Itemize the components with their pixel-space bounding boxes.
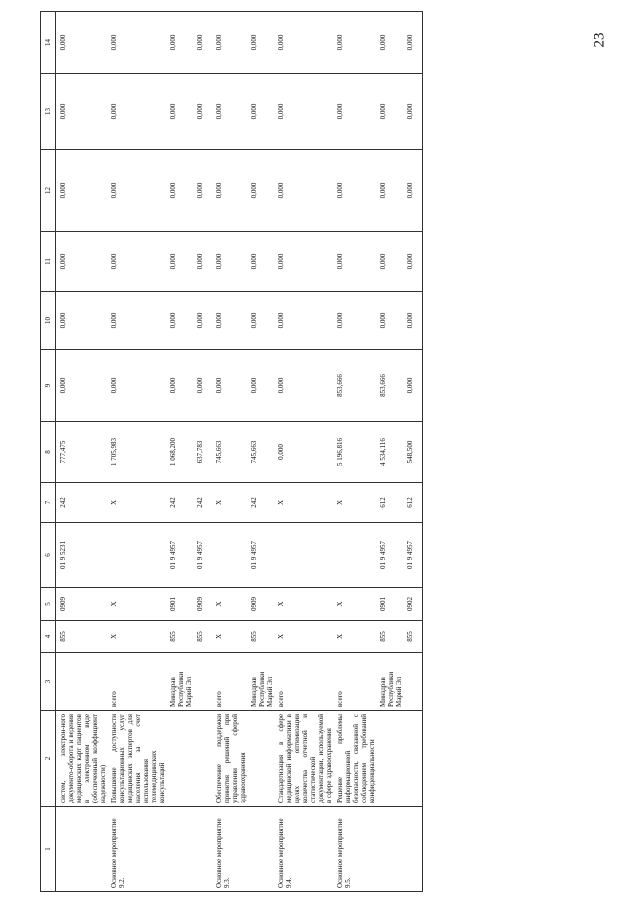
section-code-cell: 0901	[166, 588, 193, 621]
amount-cell: 0,000	[274, 74, 333, 150]
amount-cell: 0,000	[193, 292, 212, 350]
amount-cell: 0,000	[166, 292, 193, 350]
amount-cell: 0,000	[212, 232, 247, 292]
column-header: 5	[41, 588, 56, 621]
column-header: 3	[41, 653, 56, 711]
expense-type-cell: X	[212, 483, 247, 523]
amount-cell: 853,666	[376, 350, 403, 422]
column-header: 14	[41, 12, 56, 74]
executor-cell	[193, 653, 212, 711]
amount-cell: 0,000	[212, 292, 247, 350]
activity-label-cell	[403, 807, 423, 892]
target-article-cell	[333, 523, 376, 588]
column-header: 9	[41, 350, 56, 422]
section-code-cell: 0909	[56, 588, 108, 621]
amount-cell: 0,000	[247, 74, 274, 150]
budget-table	[40, 11, 423, 892]
amount-cell: 0,000	[403, 74, 423, 150]
amount-cell: 0,000	[274, 12, 333, 74]
table-row	[274, 12, 333, 892]
amount-cell: 0,000	[212, 12, 247, 74]
activity-label-cell: Основное мероприятие 9.2.	[107, 807, 166, 892]
grbs-code-cell: X	[333, 621, 376, 653]
amount-cell: 0,000	[403, 232, 423, 292]
amount-cell: 1 068,200	[166, 422, 193, 483]
grbs-code-cell: X	[212, 621, 247, 653]
section-code-cell: 0909	[193, 588, 212, 621]
activity-description-cell	[403, 711, 423, 807]
activity-description-cell	[376, 711, 403, 807]
amount-cell: 4 534,116	[376, 422, 403, 483]
amount-cell: 0,000	[107, 150, 166, 232]
target-article-cell: 01 9 4957	[193, 523, 212, 588]
grbs-code-cell: 855	[403, 621, 423, 653]
amount-cell: 0,000	[247, 350, 274, 422]
activity-label-cell	[56, 807, 108, 892]
amount-cell: 0,000	[403, 350, 423, 422]
amount-cell: 0,000	[247, 232, 274, 292]
column-header: 4	[41, 621, 56, 653]
column-header: 1	[41, 807, 56, 892]
activity-label-cell	[376, 807, 403, 892]
activity-description-cell: систем, электрон-ного документо-оборота и ведения медицинских карт пациентов в электронном виде (обеспеченный коэффициент надежности)	[56, 711, 108, 807]
column-header: 10	[41, 292, 56, 350]
amount-cell: 0,000	[56, 292, 108, 350]
amount-cell: 0,000	[212, 74, 247, 150]
expense-type-cell: 242	[56, 483, 108, 523]
activity-label-cell: Основное мероприятие 9.3.	[212, 807, 247, 892]
amount-cell: 0,000	[166, 12, 193, 74]
table-row	[376, 12, 403, 892]
table-row	[56, 12, 108, 892]
column-header: 13	[41, 74, 56, 150]
expense-type-cell: X	[274, 483, 333, 523]
expense-type-cell: 612	[376, 483, 403, 523]
amount-cell: 637,783	[193, 422, 212, 483]
amount-cell: 0,000	[247, 150, 274, 232]
activity-description-cell: Стандартизация в сфере медицинской информатики в целях оптимизации количества отчетной и статистической документации, используемой в сфере здравоохранения	[274, 711, 333, 807]
grbs-code-cell: 855	[166, 621, 193, 653]
section-code-cell: X	[212, 588, 247, 621]
amount-cell: 0,000	[403, 150, 423, 232]
section-code-cell: 0902	[403, 588, 423, 621]
amount-cell: 0,000	[56, 74, 108, 150]
grbs-code-cell: 855	[376, 621, 403, 653]
activity-description-cell	[247, 711, 274, 807]
amount-cell: 0,000	[376, 150, 403, 232]
expense-type-cell: 612	[403, 483, 423, 523]
amount-cell: 0,000	[193, 150, 212, 232]
executor-cell: Минздрав Республики Марий Эл	[166, 653, 193, 711]
target-article-cell: 01 9 4957	[166, 523, 193, 588]
amount-cell: 0,000	[166, 350, 193, 422]
executor-cell: всего	[107, 653, 166, 711]
column-number-header-row	[41, 12, 56, 892]
amount-cell: 0,000	[333, 232, 376, 292]
amount-cell: 5 196,816	[333, 422, 376, 483]
amount-cell: 0,000	[274, 150, 333, 232]
amount-cell: 0,000	[333, 292, 376, 350]
executor-cell: всего	[274, 653, 333, 711]
amount-cell: 0,000	[274, 422, 333, 483]
amount-cell: 0,000	[274, 232, 333, 292]
table-row	[166, 12, 193, 892]
amount-cell: 0,000	[212, 150, 247, 232]
table-row	[193, 12, 212, 892]
table-row	[333, 12, 376, 892]
amount-cell: 0,000	[333, 150, 376, 232]
target-article-cell: 01 9 4957	[247, 523, 274, 588]
table-row	[403, 12, 423, 892]
amount-cell: 0,000	[274, 350, 333, 422]
grbs-code-cell: 855	[193, 621, 212, 653]
activity-description-cell	[166, 711, 193, 807]
column-header: 11	[41, 232, 56, 292]
activity-description-cell: Решение проблемы информационной безопасности, связанной с соблюдением требований конфиденциальности	[333, 711, 376, 807]
target-article-cell	[107, 523, 166, 588]
expense-type-cell: 242	[247, 483, 274, 523]
expense-type-cell: 242	[166, 483, 193, 523]
column-header: 2	[41, 711, 56, 807]
amount-cell: 0,000	[403, 12, 423, 74]
activity-description-cell: Обеспечение поддержки принятия решений при управлении сферой здравоохранения	[212, 711, 247, 807]
activity-description-cell: Повышение доступности консультационных услуг медицинских экспертов для населения за счет использования телемедицинских консультаций	[107, 711, 166, 807]
executor-cell	[56, 653, 108, 711]
amount-cell: 0,000	[107, 12, 166, 74]
amount-cell: 0,000	[247, 292, 274, 350]
amount-cell: 0,000	[107, 292, 166, 350]
amount-cell: 745,663	[247, 422, 274, 483]
amount-cell: 1 705,983	[107, 422, 166, 483]
expense-type-cell: X	[333, 483, 376, 523]
target-article-cell	[212, 523, 247, 588]
amount-cell: 0,000	[56, 350, 108, 422]
expense-type-cell: 242	[193, 483, 212, 523]
amount-cell: 0,000	[212, 350, 247, 422]
amount-cell: 0,000	[166, 74, 193, 150]
grbs-code-cell: 855	[247, 621, 274, 653]
amount-cell: 548,500	[403, 422, 423, 483]
section-code-cell: 0909	[247, 588, 274, 621]
amount-cell: 0,000	[376, 74, 403, 150]
amount-cell: 0,000	[193, 232, 212, 292]
amount-cell: 0,000	[166, 150, 193, 232]
amount-cell: 0,000	[56, 12, 108, 74]
rotated-table-container	[40, 12, 586, 892]
section-code-cell: X	[333, 588, 376, 621]
amount-cell: 0,000	[376, 292, 403, 350]
activity-label-cell: Основное мероприятие 9.5.	[333, 807, 376, 892]
executor-cell: всего	[212, 653, 247, 711]
amount-cell: 0,000	[107, 350, 166, 422]
executor-cell: Минздрав Республики Марий Эл	[376, 653, 403, 711]
section-code-cell: 0901	[376, 588, 403, 621]
target-article-cell: 01 9 5231	[56, 523, 108, 588]
amount-cell: 0,000	[193, 12, 212, 74]
amount-cell: 0,000	[193, 74, 212, 150]
amount-cell: 0,000	[56, 150, 108, 232]
amount-cell: 0,000	[166, 232, 193, 292]
amount-cell: 0,000	[247, 12, 274, 74]
target-article-cell	[274, 523, 333, 588]
column-header: 8	[41, 422, 56, 483]
expense-type-cell: X	[107, 483, 166, 523]
column-header: 7	[41, 483, 56, 523]
target-article-cell: 01 9 4957	[403, 523, 423, 588]
activity-label-cell	[193, 807, 212, 892]
amount-cell: 777,475	[56, 422, 108, 483]
grbs-code-cell: 855	[56, 621, 108, 653]
grbs-code-cell: X	[274, 621, 333, 653]
amount-cell: 745,663	[212, 422, 247, 483]
column-header: 6	[41, 523, 56, 588]
page-number: 23	[591, 32, 608, 48]
grbs-code-cell: X	[107, 621, 166, 653]
executor-cell: Минздрав Республики Марий Эл	[247, 653, 274, 711]
column-header: 12	[41, 150, 56, 232]
amount-cell: 0,000	[403, 292, 423, 350]
activity-label-cell: Основное мероприятие 9.4.	[274, 807, 333, 892]
section-code-cell: X	[107, 588, 166, 621]
amount-cell: 0,000	[193, 350, 212, 422]
amount-cell: 0,000	[333, 74, 376, 150]
target-article-cell: 01 9 4957	[376, 523, 403, 588]
amount-cell: 0,000	[107, 74, 166, 150]
section-code-cell: X	[274, 588, 333, 621]
executor-cell	[403, 653, 423, 711]
activity-label-cell	[247, 807, 274, 892]
activity-description-cell	[193, 711, 212, 807]
table-row	[107, 12, 166, 892]
amount-cell: 0,000	[333, 12, 376, 74]
activity-label-cell	[166, 807, 193, 892]
amount-cell: 0,000	[274, 292, 333, 350]
amount-cell: 853,666	[333, 350, 376, 422]
amount-cell: 0,000	[107, 232, 166, 292]
executor-cell: всего	[333, 653, 376, 711]
amount-cell: 0,000	[56, 232, 108, 292]
amount-cell: 0,000	[376, 232, 403, 292]
table-row	[212, 12, 247, 892]
amount-cell: 0,000	[376, 12, 403, 74]
table-row	[247, 12, 274, 892]
